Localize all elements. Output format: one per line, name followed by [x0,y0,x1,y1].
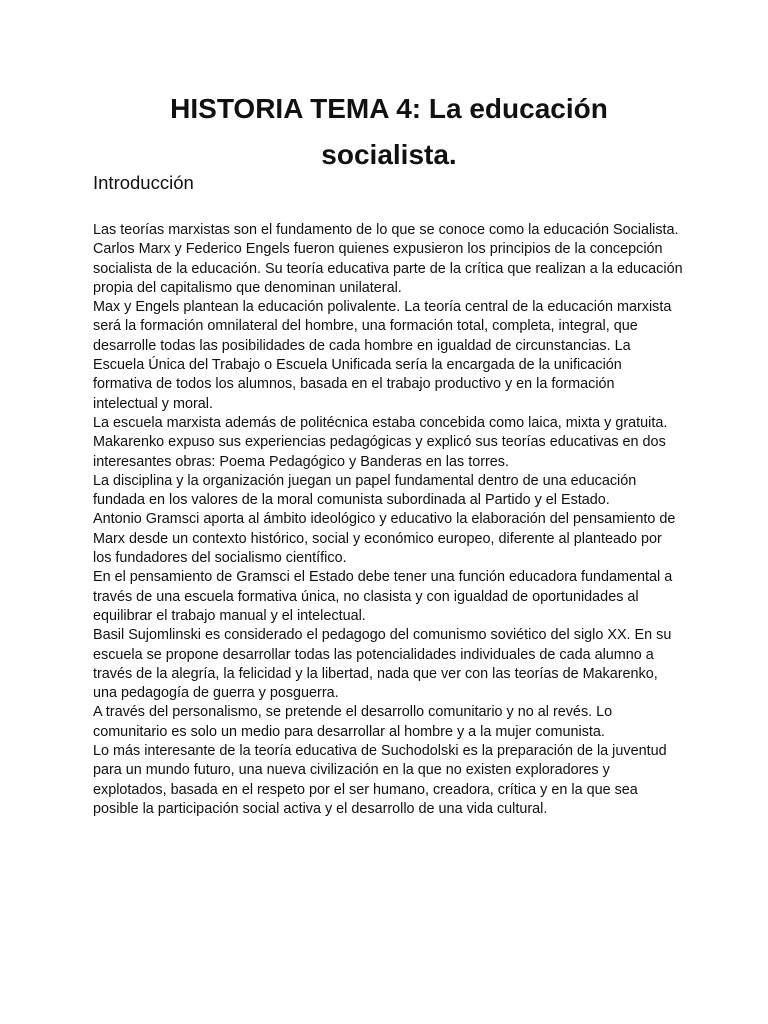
paragraph: A través del personalismo, se pretende el desarrollo comunitario y no al revés. Lo comunitario es solo un medio para desarrollar al hombre y a la mujer comunista. [93,704,613,740]
paragraph: La escuela marxista además de politécnica estaba concebida como laica, mixta y gratuita. [93,414,668,431]
paragraph: Max y Engels plantean la educación polivalente. La teoría central de la educación marxista será la formación omnilateral del hombre, una formación total, completa, integral, que desarrolle todas las posibilidades de cada hombre en igualdad de circunstancias. La Escuela Única del Trabajo o Escuela Unificada sería la encargada de la unificación formativa de todos los alumnos, basada en el trabajo productivo y en la formación intelectual y moral. [93,299,672,412]
paragraph: En el pensamiento de Gramsci el Estado debe tener una función educadora fundamental a través de una escuela formativa única, no clasista y con igualdad de oportunidades al equilibrar el trabajo manual y el intelectual. [93,569,673,624]
paragraph: Antonio Gramsci aporta al ámbito ideológico y educativo la elaboración del pensamiento de Marx desde un contexto histórico, social y económico europeo, diferente al planteado por los fundadores del socialismo científico. [93,511,676,567]
paragraph: Las teorías marxistas son el fundamento de lo que se conoce como la educación Socialista. [93,222,679,238]
paragraph: Carlos Marx y Federico Engels fueron quienes expusieron los principios de la concepción socialista de la educación. Su teoría educativa parte de la crítica que realizan a la educación propia del capitalismo que denominan unilateral. [93,241,683,296]
document-title: HISTORIA TEMA 4: La educación socialista. [170,93,608,170]
paragraph: Makarenko expuso sus experiencias pedagógicas y explicó sus teorías educativas en dos interesantes obras: Poema Pedagógico y Banderas en las torres. [93,434,666,470]
paragraph: Basil Sujomlinski es considerado el pedagogo del comunismo soviético del siglo XX. En su escuela se propone desarrollar todas las potencialidades individuales de cada alumno a través de la alegría, la felicidad y la libertad, nada que ver con las teorías de Makarenko, una pedagogía de guerra y posguerra. [93,627,672,702]
section-heading: Introducción [93,172,194,193]
paragraph: Lo más interesante de la teoría educativa de Suchodolski es la preparación de la juventud para un mundo futuro, una nueva civilización en la que no existen exploradores y explotados, basada en el respeto por el ser humano, creadora, crítica y en la que sea posible la participación social activa y el desarrollo de una vida cultural. [93,743,667,817]
body-text [93,221,683,819]
paragraph: La disciplina y la organización juegan un papel fundamental dentro de una educación fundada en los valores de la moral comunista subordinada al Partido y el Estado. [93,472,637,509]
